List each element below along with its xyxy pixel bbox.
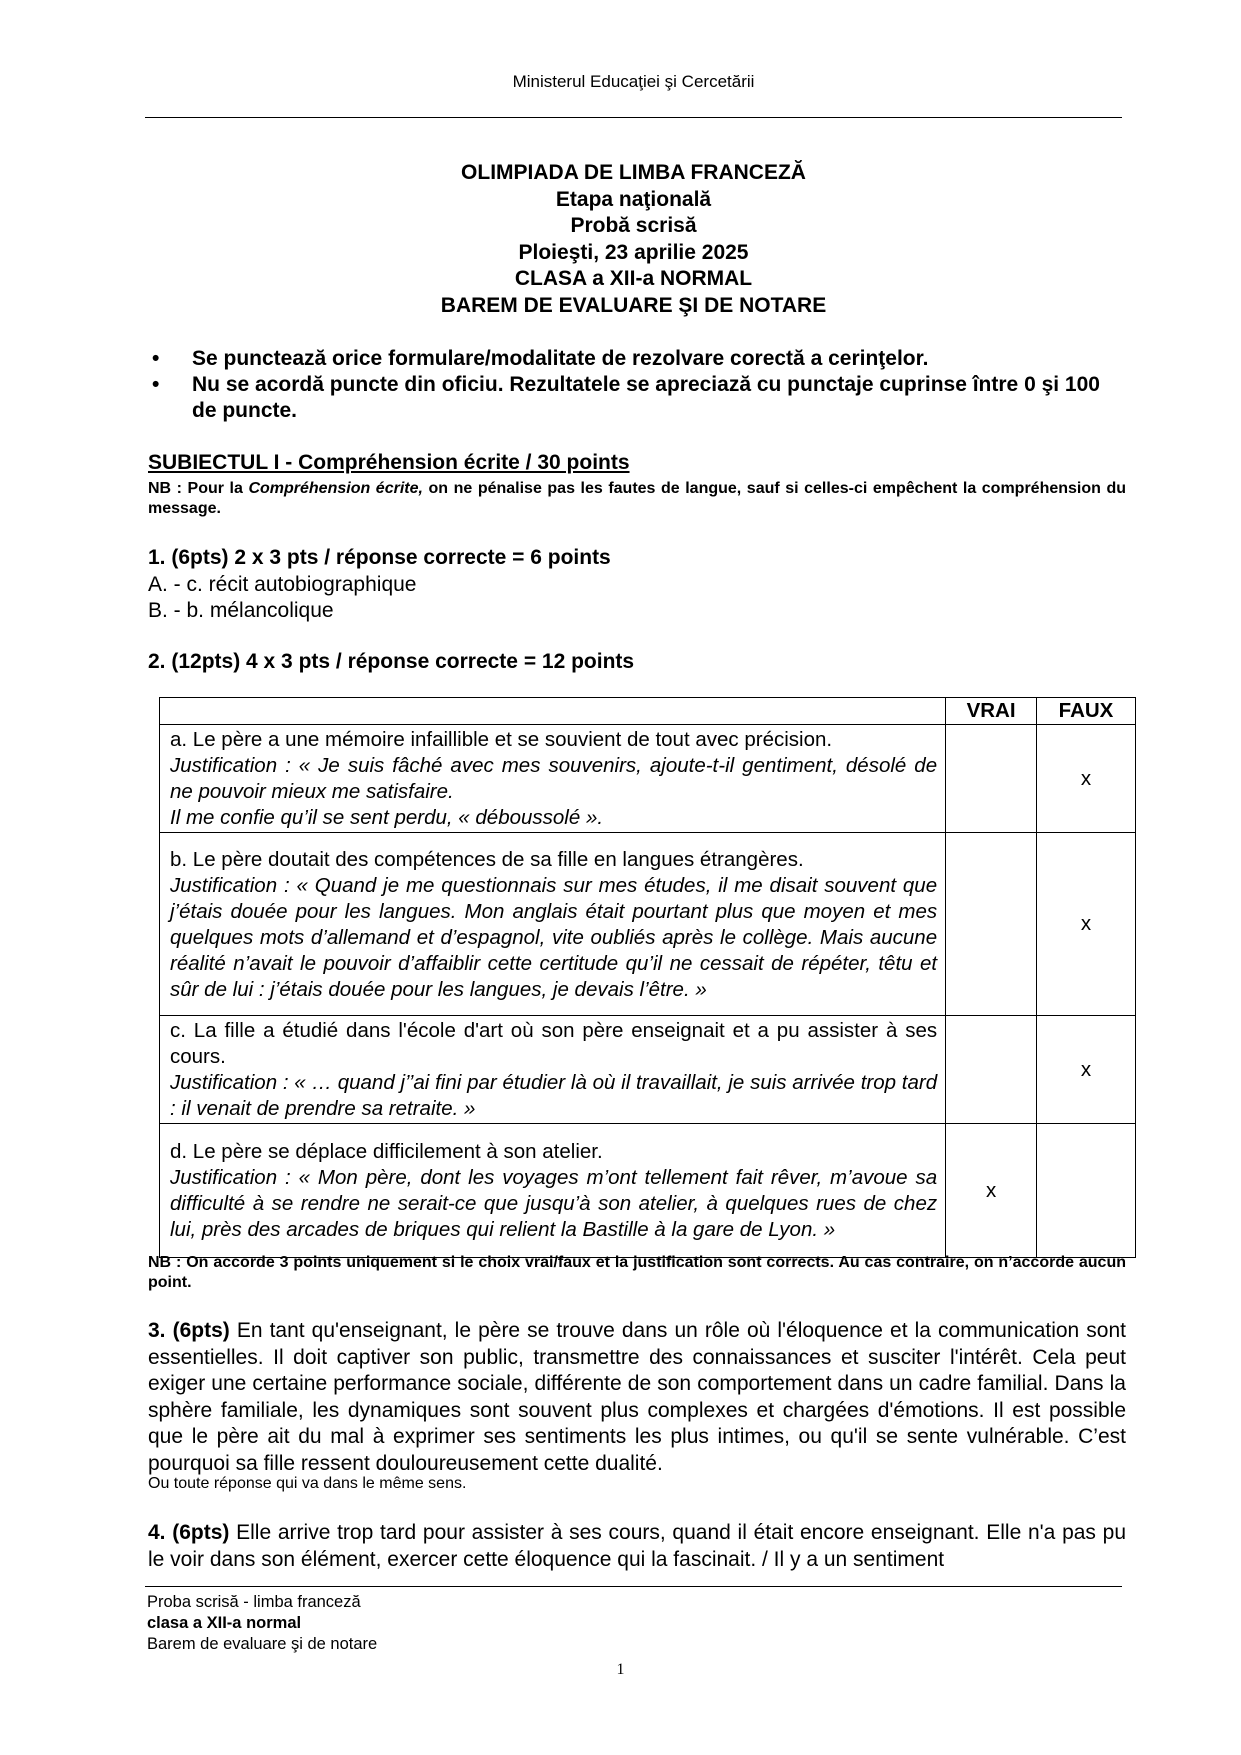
- true-false-table: [159, 697, 1136, 1258]
- table-nb: NB : On accorde 3 points uniquement si le choix vrai/faux et la justification sont corrects. Au cas contraire, on n’accorde aucun point.: [148, 1254, 1126, 1291]
- question-1-heading: 1. (6pts) 2 x 3 pts / réponse correcte = 6 points: [148, 546, 611, 569]
- faux-cell: x: [1037, 1016, 1136, 1124]
- title-line-olympiad: OLIMPIADA DE LIMBA FRANCEZĂ: [461, 161, 806, 184]
- statement-cell: b. Le père doutait des compétences de sa fille en langues étrangères. Justification : « Quand je me questionnais sur mes études, il me disait souvent que j’étais douée pour les langues. Mon anglais était pourtant plus que moyen et mes quelques mots d’allemand et d’espagnol, vite oubliés après le collège. Mais aucune réalité n’avait le pouvoir d’affaiblir cette certitude qu’il ne cessait de répéter, têtu et sûr de lui : j’étais douée pour les langues, je devais l’être. »: [160, 833, 946, 1016]
- statement-cell: a. Le père a une mémoire infaillible et se souvient de tout avec précision. Justification : « Je suis fâché avec mes souvenirs, ajoute-t-il gentiment, désolé de ne pouvoir mieux me satisfaire. Il me confie qu’il se sent perdu, « déboussolé ».: [160, 725, 946, 833]
- page-number: 1: [616, 1661, 625, 1678]
- vrai-cell: x: [946, 1124, 1037, 1258]
- question-3: [148, 1318, 1126, 1477]
- statement-cell: c. La fille a étudié dans l'école d'art où son père enseignait et a pu assister à ses cours. Justification : « … quand j’’ai fini par étudier là où il travaillait, je suis arrivée trop tard : il venait de prendre sa retraite. »: [160, 1016, 946, 1124]
- footer-class: clasa a XII-a normal: [147, 1614, 302, 1632]
- question-2-heading: 2. (12pts) 4 x 3 pts / réponse correcte = 12 points: [148, 650, 635, 673]
- column-header-faux: FAUX: [1037, 698, 1136, 725]
- statement-cell: d. Le père se déplace difficilement à son atelier. Justification : « Mon père, dont les voyages m’ont tellement fait rêver, m’avoue sa difficulté à se rendre ne serait-ce que jusqu’à son atelier, à quelques rues de chez lui, près des arcades de briques qui relient la Bastille à la gare de Lyon. »: [160, 1124, 946, 1258]
- question-4-text: Elle arrive trop tard pour assister à ses cours, quand il était encore enseignant. Elle n'a pas pu le voir dans son élément, exercer cette éloquence qui la fascinait. / Il y a un sentiment: [148, 1521, 1127, 1571]
- vrai-cell: [946, 833, 1037, 1016]
- faux-cell: x: [1037, 833, 1136, 1016]
- footer: [147, 1592, 377, 1655]
- column-header-vrai: VRAI: [946, 698, 1037, 725]
- bullet-icon: •: [152, 347, 160, 370]
- subject-title: SUBIECTUL I - Compréhension écrite / 30 points: [148, 451, 630, 474]
- title-line-exam: Probă scrisă: [570, 214, 697, 237]
- question-3-label: 3. (6pts): [148, 1319, 230, 1342]
- title-line-date: Ploieşti, 23 aprilie 2025: [518, 240, 749, 264]
- question-1-answer-a: A. - c. récit autobiographique: [148, 572, 417, 596]
- rule-item: • Nu se acordă puncte din oficiu. Rezultatele se apreciază cu punctaje cuprinse între 0 şi 100 de puncte.: [152, 373, 1100, 422]
- faux-cell: [1037, 1124, 1136, 1258]
- ministry-header: Ministerul Educaţiei şi Cercetării: [512, 72, 755, 91]
- bullet-icon: •: [152, 373, 160, 396]
- question-4: [148, 1520, 1126, 1573]
- question-4-label: 4. (6pts): [148, 1521, 230, 1544]
- rule-item: • Se punctează orice formulare/modalitate de rezolvare corectă a cerinţelor.: [152, 347, 929, 370]
- footer-exam: Proba scrisă - limba franceză: [147, 1593, 361, 1611]
- table-row: [160, 1124, 1136, 1258]
- question-3-note: Ou toute réponse qui va dans le même sens.: [148, 1475, 467, 1492]
- question-3-text: En tant qu'enseignant, le père se trouve dans un rôle où l'éloquence et la communication sont essentielles. Il doit captiver son public, transmettre des connaissances et susciter l'intérêt. Cela peut exiger une certaine performance sociale, différente de son comportement dans un cadre familial. Dans la sphère familiale, les dynamiques sont souvent plus complexes et chargées d'émotions. Il est possible que le père ait du mal à exprimer ses sentiments les plus intimes, ou qu'il se sente vulnérable. C’est pourquoi sa fille ressent douloureusement cette dualité.: [148, 1319, 1126, 1475]
- question-1: [148, 545, 1126, 625]
- grading-rules: [148, 346, 1128, 424]
- subject-nb: NB : Pour la Compréhension écrite, on ne pénalise pas les fautes de langue, sauf si celles-ci empêchent la compréhension du message.: [148, 480, 1127, 517]
- vrai-cell: [946, 725, 1037, 833]
- title-line-barem: BAREM DE EVALUARE ŞI DE NOTARE: [440, 293, 827, 317]
- vrai-cell: [946, 1016, 1037, 1124]
- footer-barem: Barem de evaluare şi de notare: [147, 1635, 378, 1653]
- header-divider: [145, 117, 1122, 118]
- faux-cell: x: [1037, 725, 1136, 833]
- document-title: [145, 160, 1122, 319]
- table-header-row: [160, 698, 1136, 725]
- table-row: [160, 833, 1136, 1016]
- title-line-stage: Etapa naţională: [555, 187, 712, 211]
- title-line-class: CLASA a XII-a NORMAL: [514, 267, 753, 290]
- question-1-answer-b: B. - b. mélancolique: [148, 599, 334, 622]
- footer-divider: [145, 1586, 1122, 1587]
- table-row: [160, 1016, 1136, 1124]
- table-row: [160, 725, 1136, 833]
